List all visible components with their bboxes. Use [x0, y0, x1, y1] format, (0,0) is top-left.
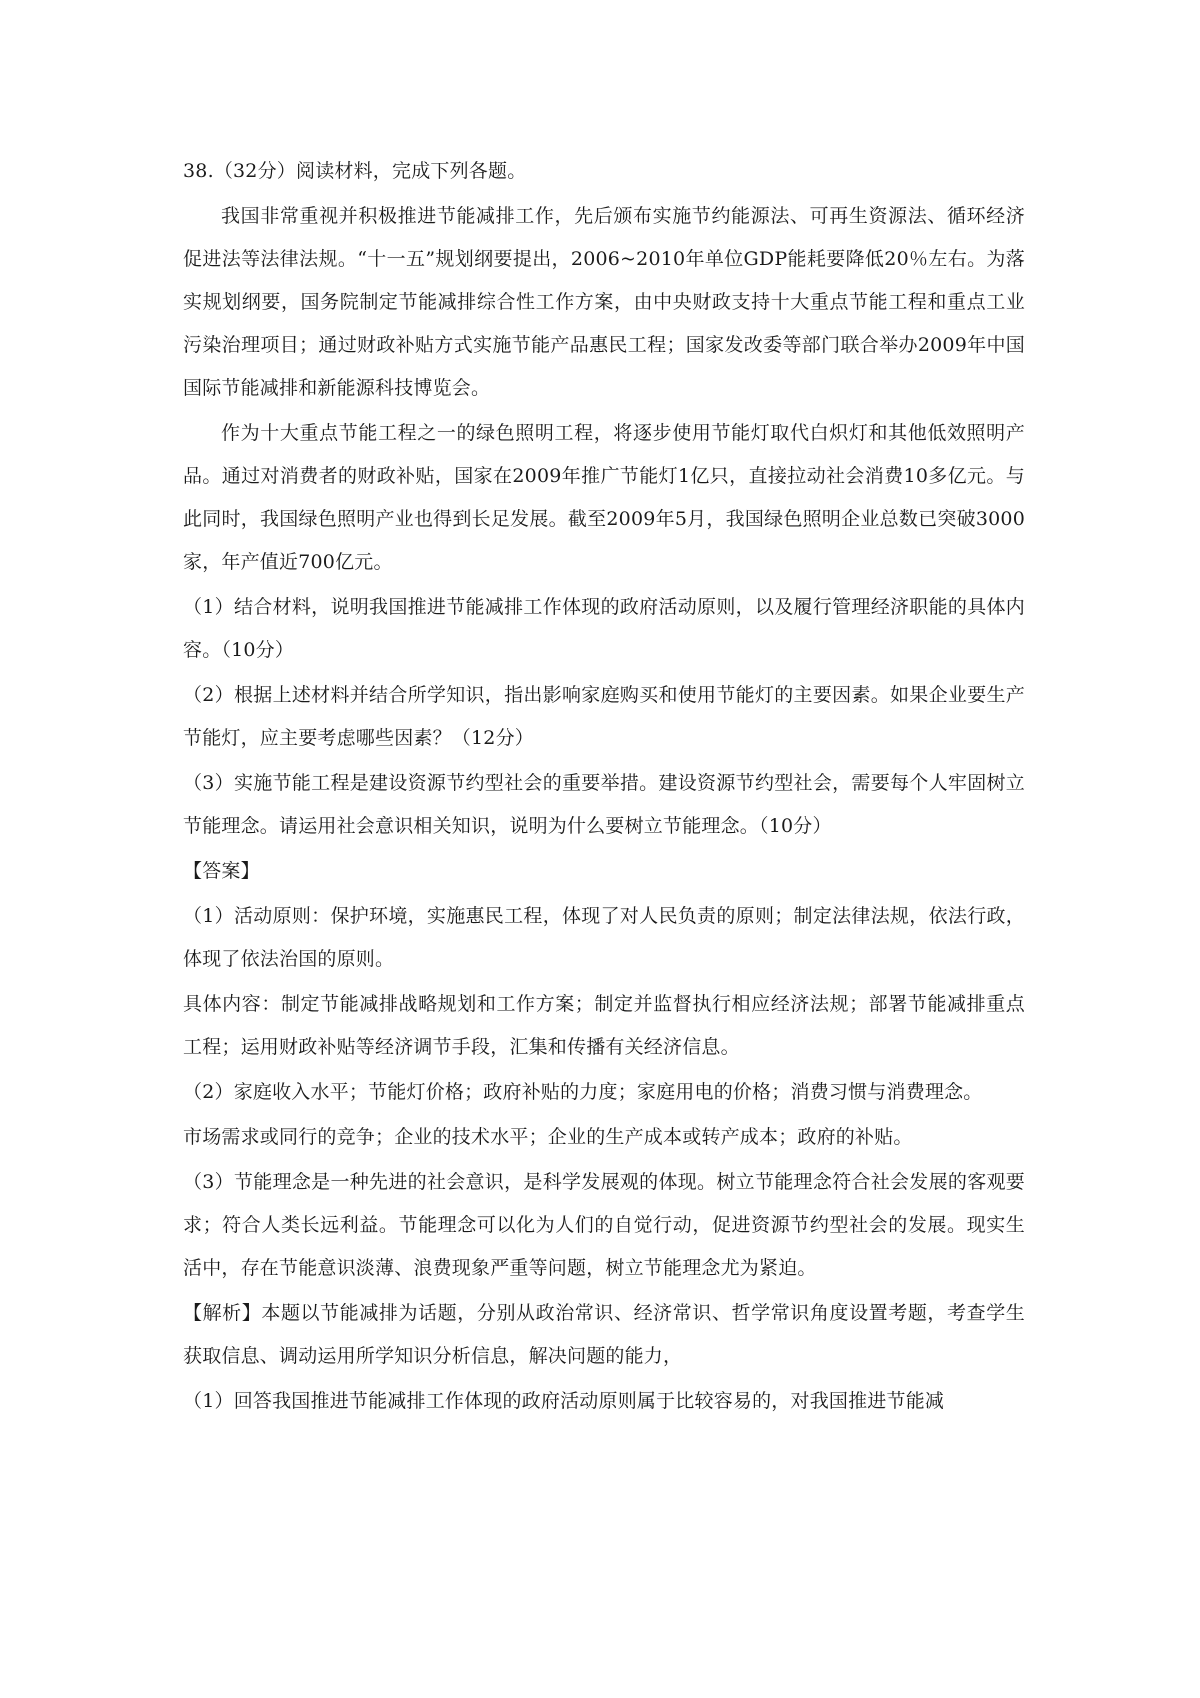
document-body	[183, 150, 1025, 1423]
answer-label: 【答案】	[183, 860, 260, 882]
sub-question-2: （2）根据上述材料并结合所学知识，指出影响家庭购买和使用节能灯的主要因素。如果企业要生产节能灯，应主要考虑哪些因素？（12分）	[183, 684, 1025, 749]
answer-item-2: （2）家庭收入水平；节能灯价格；政府补贴的力度；家庭用电的价格；消费习惯与消费理念。	[183, 1081, 983, 1103]
material-paragraph-1: 我国非常重视并积极推进节能减排工作，先后颁布实施节约能源法、可再生资源法、循环经济促进法等法律法规。“十一五”规划纲要提出，2006~2010年单位GDP能耗要降低20％左右。为落实规划纲要，国务院制定节能减排综合性工作方案，由中央财政支持十大重点节能工程和重点工业污染治理项目；通过财政补贴方式实施节能产品惠民工程；国家发改委等部门联合举办2009年中国国际节能减排和新能源科技博览会。	[183, 205, 1025, 399]
answer-item-1-detail: 具体内容：制定节能减排战略规划和工作方案；制定并监督执行相应经济法规；部署节能减排重点工程；运用财政补贴等经济调节手段，汇集和传播有关经济信息。	[183, 993, 1025, 1058]
answer-item-1: （1）活动原则：保护环境，实施惠民工程，体现了对人民负责的原则；制定法律法规，依法行政，体现了依法治国的原则。	[183, 905, 1025, 970]
question-header: 38.（32分）阅读材料，完成下列各题。	[183, 160, 527, 182]
sub-question-3: （3）实施节能工程是建设资源节约型社会的重要举措。建设资源节约型社会，需要每个人牢固树立节能理念。请运用社会意识相关知识，说明为什么要树立节能理念。（10分）	[183, 772, 1025, 837]
answer-item-2-detail: 市场需求或同行的竞争；企业的技术水平；企业的生产成本或转产成本；政府的补贴。	[183, 1126, 913, 1148]
sub-question-1: （1）结合材料，说明我国推进节能减排工作体现的政府活动原则，以及履行管理经济职能的具体内容。（10分）	[183, 596, 1025, 661]
analysis-text: 【解析】本题以节能减排为话题，分别从政治常识、经济常识、哲学常识角度设置考题，考查学生获取信息、调动运用所学知识分析信息，解决问题的能力，	[183, 1302, 1025, 1367]
answer-item-3: （3）节能理念是一种先进的社会意识，是科学发展观的体现。树立节能理念符合社会发展的客观要求；符合人类长远利益。节能理念可以化为人们的自觉行动，促进资源节约型社会的发展。现实生活中，存在节能意识淡薄、浪费现象严重等问题，树立节能理念尤为紧迫。	[183, 1171, 1025, 1279]
material-paragraph-2: 作为十大重点节能工程之一的绿色照明工程，将逐步使用节能灯取代白炽灯和其他低效照明产品。通过对消费者的财政补贴，国家在2009年推广节能灯1亿只，直接拉动社会消费10多亿元。与此同时，我国绿色照明产业也得到长足发展。截至2009年5月，我国绿色照明企业总数已突破3000家，年产值近700亿元。	[183, 422, 1025, 573]
analysis-item-1: （1）回答我国推进节能减排工作体现的政府活动原则属于比较容易的，对我国推进节能减	[183, 1390, 945, 1412]
